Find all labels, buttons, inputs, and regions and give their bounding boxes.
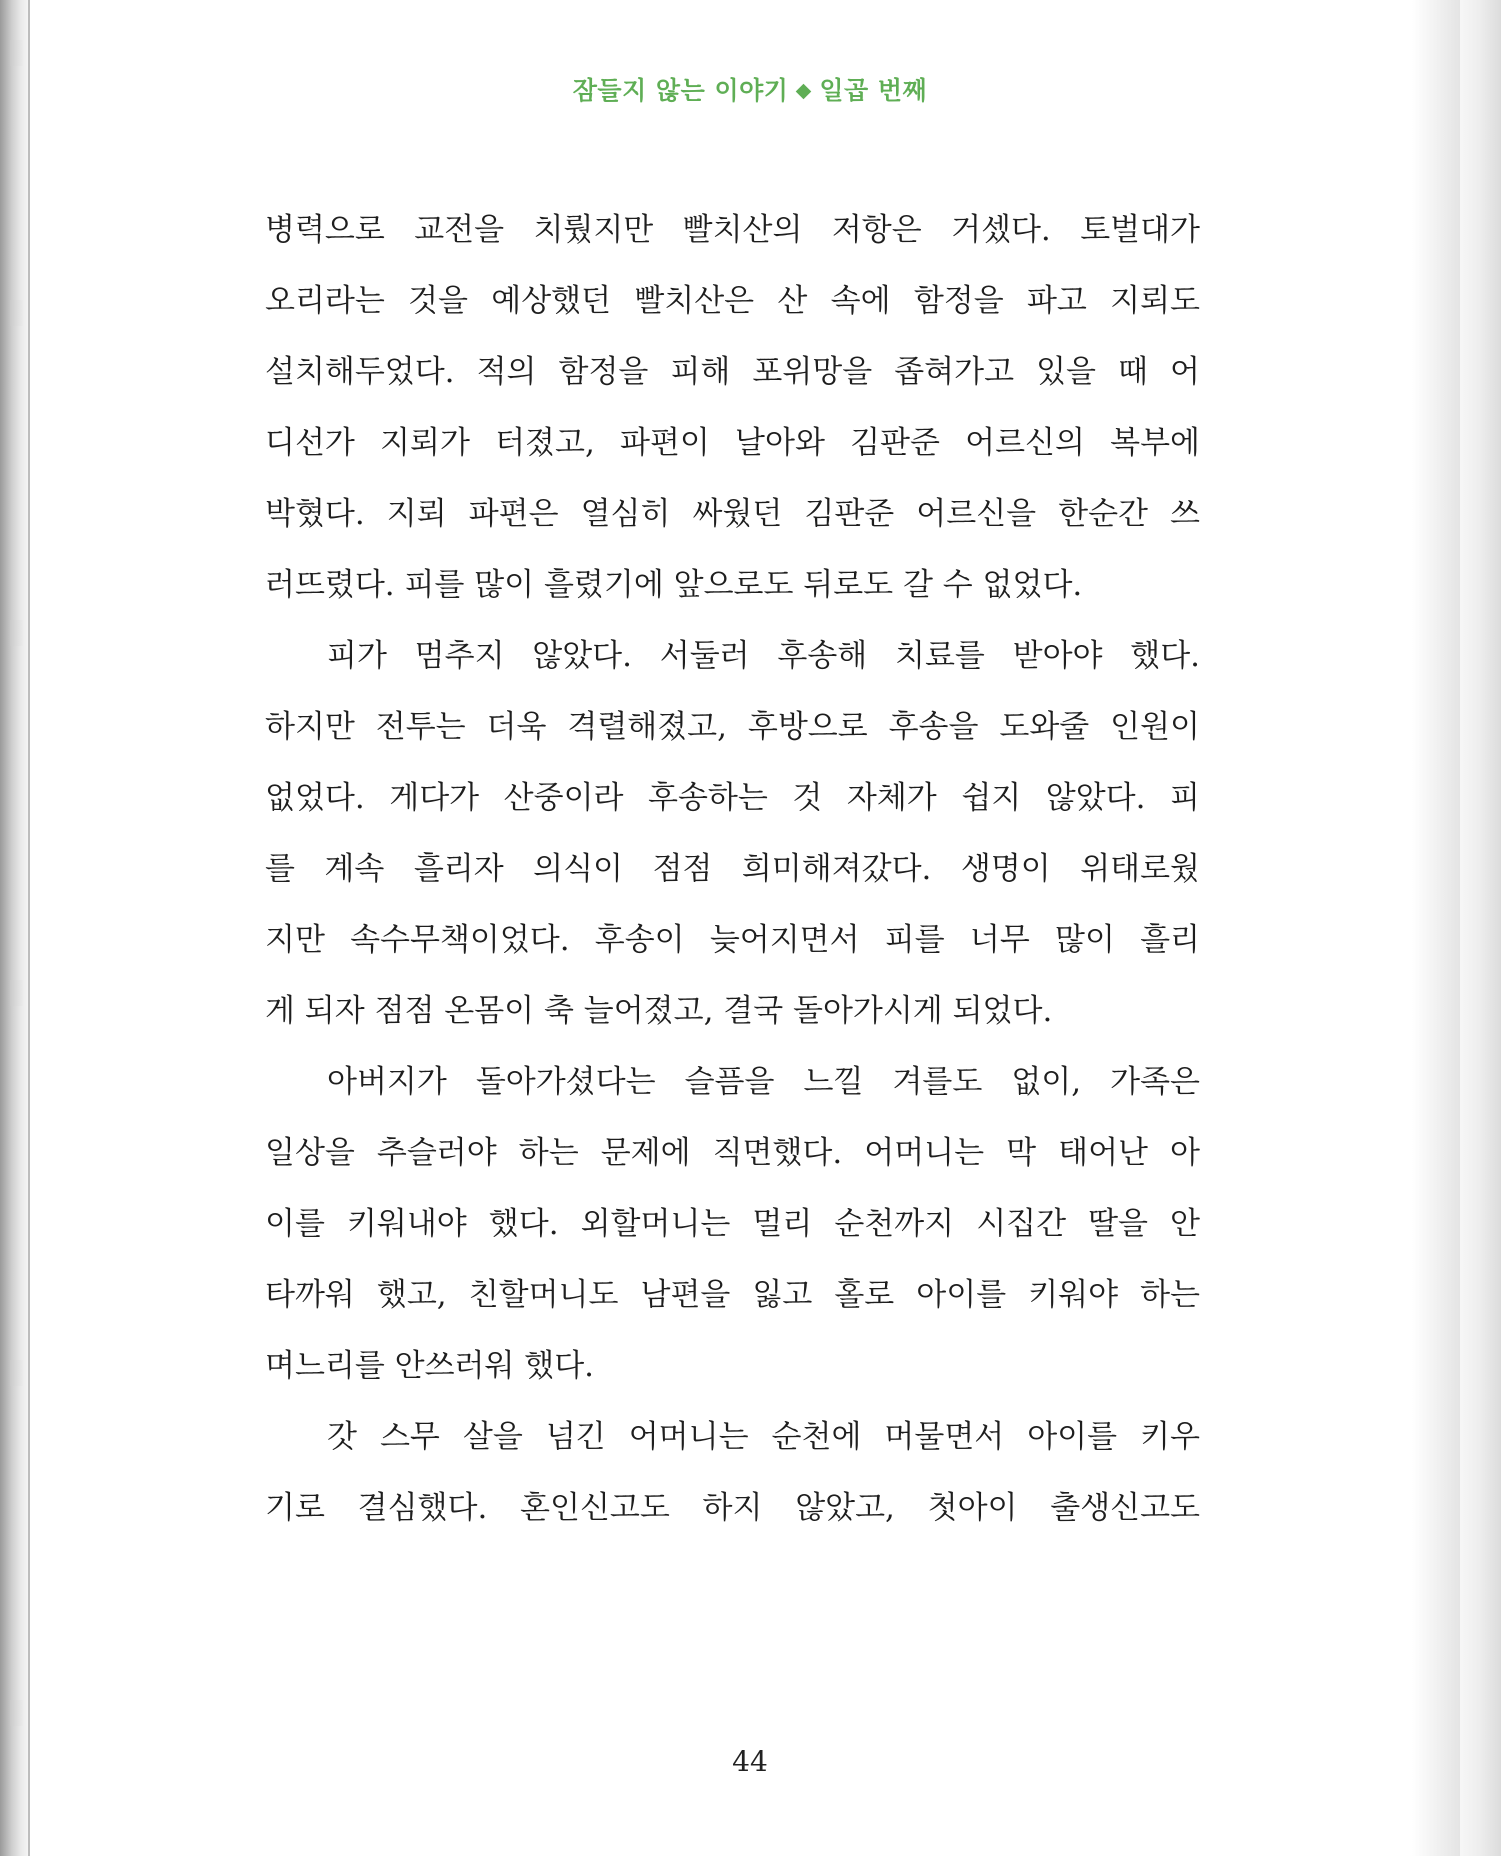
text-line: 일상을 추슬러야 하는 문제에 직면했다. 어머니는 막 태어난 아 [265, 1135, 1200, 1171]
page-edge-mark [10, 1700, 24, 1726]
page-number: 44 [732, 1745, 768, 1778]
page-edge-shade [1412, 0, 1460, 1856]
page-edge-mark [10, 300, 24, 326]
text-line: 며느리를 안쓰러워 했다. [265, 1348, 595, 1384]
body-text [265, 205, 1200, 1554]
page-edge-mark [10, 40, 24, 66]
text-line: 타까워 했고, 친할머니도 남편을 잃고 홀로 아이를 키워야 하는 [265, 1277, 1200, 1313]
text-line: 병력으로 교전을 치뤘지만 빨치산의 저항은 거셌다. 토벌대가 [265, 212, 1200, 248]
text-line: 박혔다. 지뢰 파편은 열심히 싸웠던 김판준 어르신을 한순간 쓰 [265, 496, 1200, 532]
running-head [40, 76, 1460, 106]
text-line: 기로 결심했다. 혼인신고도 하지 않았고, 첫아이 출생신고도 [265, 1490, 1200, 1526]
text-line: 피가 멈추지 않았다. 서둘러 후송해 치료를 받아야 했다. [327, 638, 1200, 674]
text-line: 이를 키워내야 했다. 외할머니는 멀리 순천까지 시집간 딸을 안 [265, 1206, 1200, 1242]
text-line: 하지만 전투는 더욱 격렬해졌고, 후방으로 후송을 도와줄 인원이 [265, 709, 1200, 745]
text-line: 설치해두었다. 적의 함정을 피해 포위망을 좁혀가고 있을 때 어 [265, 354, 1200, 390]
diamond-separator-icon [796, 83, 812, 99]
text-line: 게 되자 점점 온몸이 축 늘어졌고, 결국 돌아가시게 되었다. [265, 993, 1053, 1029]
text-line: 갓 스무 살을 넘긴 어머니는 순천에 머물면서 아이를 키우 [327, 1419, 1200, 1455]
text-line: 오리라는 것을 예상했던 빨치산은 산 속에 함정을 파고 지뢰도 [265, 283, 1200, 319]
volume-label: 일곱 번째 [819, 76, 928, 105]
page-edge-mark [10, 980, 24, 1006]
book-spine-edge [0, 0, 30, 1856]
text-line: 를 계속 흘리자 의식이 점점 희미해져갔다. 생명이 위태로웠 [265, 851, 1200, 887]
book-page [40, 0, 1460, 1856]
text-line: 아버지가 돌아가셨다는 슬픔을 느낄 겨를도 없이, 가족은 [327, 1064, 1200, 1100]
page-edge-mark [10, 1360, 24, 1386]
page-edge-mark [10, 620, 24, 646]
series-title: 잠들지 않는 이야기 [572, 76, 789, 105]
text-line: 지만 속수무책이었다. 후송이 늦어지면서 피를 너무 많이 흘리 [265, 922, 1200, 958]
text-line: 디선가 지뢰가 터졌고, 파편이 날아와 김판준 어르신의 복부에 [265, 425, 1200, 461]
text-line: 러뜨렸다. 피를 많이 흘렸기에 앞으로도 뒤로도 갈 수 없었다. [265, 567, 1083, 603]
text-line: 없었다. 게다가 산중이라 후송하는 것 자체가 쉽지 않았다. 피 [265, 780, 1200, 816]
